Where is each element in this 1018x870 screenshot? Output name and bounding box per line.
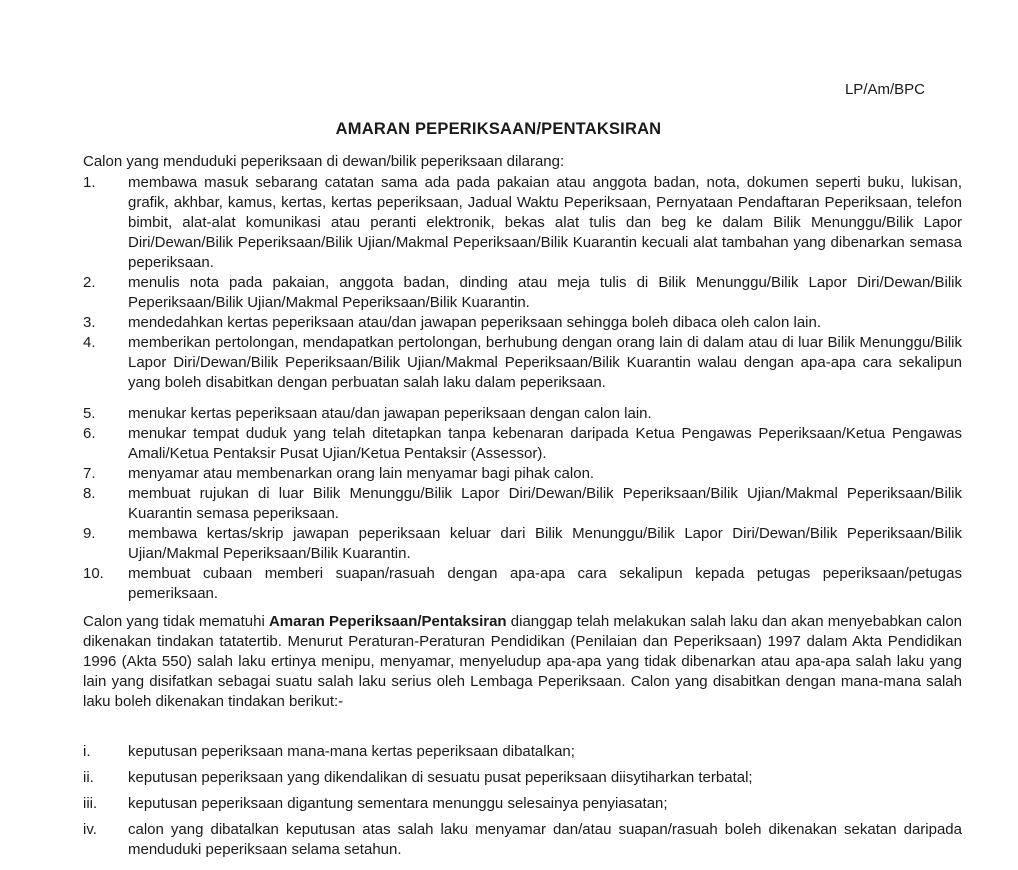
list-item <box>83 173 962 273</box>
item-number: iv. <box>83 821 97 838</box>
penalty-paragraph <box>83 612 962 712</box>
list-item <box>83 404 962 424</box>
item-text: calon yang dibatalkan keputusan atas salah laku menyamar dan/atau suapan/rasuah boleh dikenakan sekatan daripada menduduki peperiksaan selama setahun. <box>128 821 962 858</box>
item-text: menyamar atau membenarkan orang lain menyamar bagi pihak calon. <box>128 465 595 482</box>
list-item <box>83 273 962 313</box>
list-item <box>83 794 962 814</box>
list-item <box>83 313 962 333</box>
item-number: 10. <box>83 565 104 582</box>
item-text: menulis nota pada pakaian, anggota badan, dinding atau meja tulis di Bilik Menunggu/Bilik Lapor Diri/Dewan/Bilik Peperiksaan/Bilik Ujian/Makmal Peperiksaan/Bilik Kuarantin. <box>128 274 962 311</box>
item-text: membuat rujukan di luar Bilik Menunggu/Bilik Lapor Diri/Dewan/Bilik Peperiksaan/Bilik Ujian/Makmal Peperiksaan/Bilik Kuarantin semasa peperiksaan. <box>128 485 962 522</box>
penalty-paragraph-bold-phrase: Amaran Peperiksaan/Pentaksiran <box>268 613 507 630</box>
item-number: 9. <box>83 525 96 542</box>
document-ref-code: LP/Am/BPC <box>844 81 925 98</box>
item-number: i. <box>83 743 91 760</box>
item-number: 2. <box>83 274 96 291</box>
item-text: membawa masuk sebarang catatan sama ada pada pakaian atau anggota badan, nota, dokumen seperti buku, lukisan, grafik, akhbar, kamus, kertas, kertas peperiksaan, Jadual Waktu Peperiksaan, Pernyataan Pendaftaran Peperiksaan, telefon bimbit, alat-alat komunikasi atau peranti elektronik, bekas alat tulis dan beg ke dalam Bilik Menunggu/Bilik Lapor Diri/Dewan/Bilik Peperiksaan/Bilik Ujian/Makmal Peperiksaan/Bilik Kuarantin kecuali alat tambahan yang dibenarkan semasa peperiksaan. <box>128 174 962 271</box>
item-number: ii. <box>83 769 94 786</box>
item-number: 5. <box>83 405 96 422</box>
list-item <box>83 484 962 524</box>
item-number: 7. <box>83 465 96 482</box>
penalties-list <box>83 742 962 860</box>
item-number: 1. <box>83 174 96 191</box>
document-title: AMARAN PEPERIKSAAN/PENTAKSIRAN <box>335 120 662 138</box>
item-number: 6. <box>83 425 96 442</box>
list-item <box>83 424 962 464</box>
item-text: membawa kertas/skrip jawapan peperiksaan keluar dari Bilik Menunggu/Bilik Lapor Diri/Dewan/Bilik Peperiksaan/Bilik Ujian/Makmal Peperiksaan/Bilik Kuarantin. <box>128 525 962 562</box>
item-number: 4. <box>83 334 96 351</box>
item-text: menukar tempat duduk yang telah ditetapkan tanpa kebenaran daripada Ketua Pengawas Peperiksaan/Ketua Pengawas Amali/Ketua Pentaksir Pusat Ujian/Ketua Pentaksir (Assessor). <box>128 425 962 462</box>
list-item <box>83 564 962 604</box>
item-text: memberikan pertolongan, mendapatkan pertolongan, berhubung dengan orang lain di dalam atau di luar Bilik Menunggu/Bilik Lapor Diri/Dewan/Bilik Peperiksaan/Bilik Ujian/Makmal Peperiksaan/Bilik Kuarantin walau dengan apa-apa cara sekalipun yang boleh disabitkan dengan perbuatan salah laku dalam peperiksaan. <box>128 334 962 391</box>
list-item <box>83 333 962 393</box>
item-text: keputusan peperiksaan digantung sementara menunggu selesainya penyiasatan; <box>128 795 668 812</box>
item-number: 3. <box>83 314 96 331</box>
item-text: mendedahkan kertas peperiksaan atau/dan jawapan peperiksaan sehingga boleh dibaca oleh calon lain. <box>128 314 822 331</box>
item-text: membuat cubaan memberi suapan/rasuah dengan apa-apa cara sekalipun kepada petugas peperiksaan/petugas pemeriksaan. <box>128 565 962 602</box>
item-number: 8. <box>83 485 96 502</box>
prohibitions-list <box>83 173 962 604</box>
item-text: menukar kertas peperiksaan atau/dan jawapan peperiksaan dengan calon lain. <box>128 405 652 422</box>
intro-line: Calon yang menduduki peperiksaan di dewan/bilik peperiksaan dilarang: <box>83 153 565 170</box>
list-item <box>83 768 962 788</box>
list-item <box>83 464 962 484</box>
item-number: iii. <box>83 795 98 812</box>
list-item <box>83 742 962 762</box>
list-item <box>83 524 962 564</box>
list-item <box>83 820 962 860</box>
item-text: keputusan peperiksaan yang dikendalikan di sesuatu pusat peperiksaan diisytiharkan terbatal; <box>128 769 753 786</box>
penalty-paragraph-body: dianggap telah melakukan salah laku dan akan menyebabkan calon dikenakan tindakan tatatertib. Menurut Peraturan-Peraturan Pendidikan (Penilaian dan Peperiksaan) 1997 dalam Akta Pendidikan 1996 (Akta 550) salah laku ertinya menipu, menyamar, menyeludup apa-apa yang tidak dibenarkan atau apa-apa salah laku yang lain yang disifatkan sebagai suatu salah laku serius oleh Lembaga Peperiksaan. Calon yang disabitkan dengan mana-mana salah laku boleh dikenakan tindakan berikut:- <box>83 613 963 710</box>
penalty-paragraph-lead: Calon yang tidak mematuhi <box>83 613 269 630</box>
item-text: keputusan peperiksaan mana-mana kertas peperiksaan dibatalkan; <box>128 743 575 760</box>
